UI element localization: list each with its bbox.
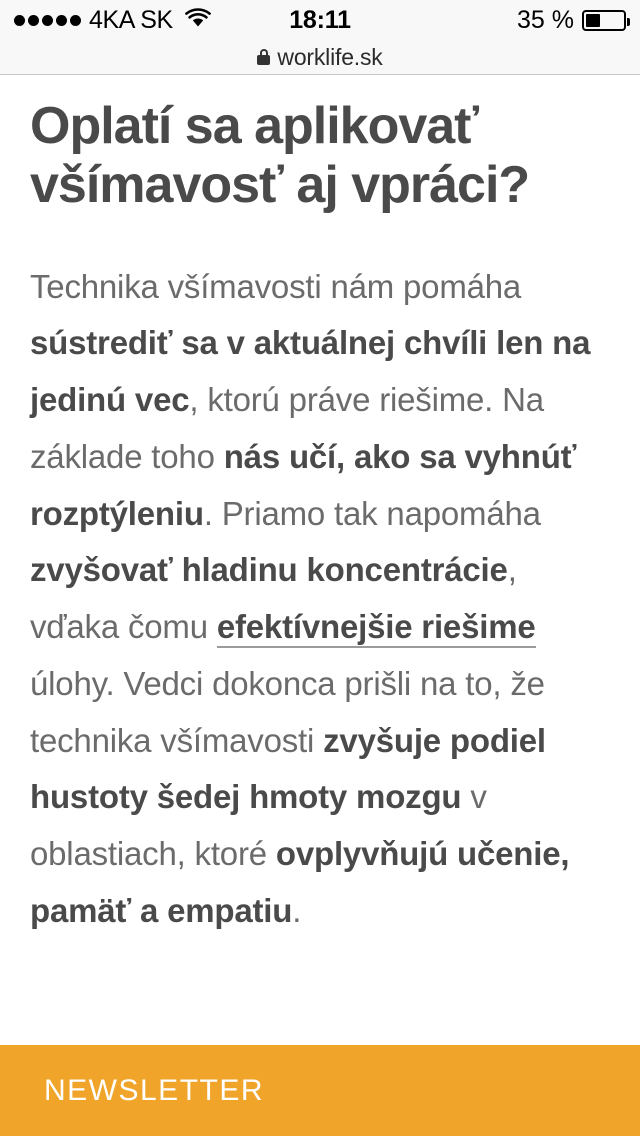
article-paragraph (30, 259, 610, 940)
text-run-1: Technika všímavosti nám pomáha (30, 267, 522, 305)
text-run-5: úlohy. Vedci dokonca prišli na to, že technika všímavosti (30, 664, 545, 759)
newsletter-label[interactable]: NEWSLETTER (44, 1073, 265, 1107)
text-bold-3: zvyšovať hladinu koncentrácie (30, 551, 508, 589)
inline-link-efektivnejsie-riesime[interactable]: efektívnejšie riešime (217, 608, 536, 648)
text-run-7: . (292, 891, 302, 929)
status-bar-right (517, 6, 626, 35)
text-run-6: v oblastiach, ktoré (30, 778, 487, 872)
page-title: Oplatí sa aplikovať všímavosť aj vpráci? (30, 97, 530, 214)
clock-label: 18:11 (289, 5, 351, 34)
text-run-2: , ktorú práve riešime. Na základe toho (30, 381, 544, 475)
battery-icon (582, 10, 626, 31)
text-bold-2: nás učí, ako sa vyhnúť rozptýleniu (30, 437, 577, 532)
text-run-4: , vďaka čomu (30, 551, 517, 645)
newsletter-banner[interactable] (0, 1045, 640, 1136)
article-content (0, 75, 640, 1085)
browser-address-bar[interactable] (0, 40, 640, 75)
text-bold-4: zvyšuje podiel hustoty šedej hmoty mozgu (30, 721, 546, 816)
url-label[interactable]: worklife.sk (277, 43, 383, 70)
carrier-label: 4KA SK (89, 5, 173, 34)
text-run-3: . Priamo tak napomáha (203, 494, 541, 532)
ios-status-bar (0, 0, 640, 40)
lock-icon (257, 49, 270, 65)
text-bold-1: sústrediť sa v aktuálnej chvíli len na jedinú vec (30, 324, 591, 418)
text-bold-5: ovplyvňujú učenie, pamäť a empatiu (30, 835, 570, 929)
battery-percent-label: 35 % (517, 5, 574, 34)
